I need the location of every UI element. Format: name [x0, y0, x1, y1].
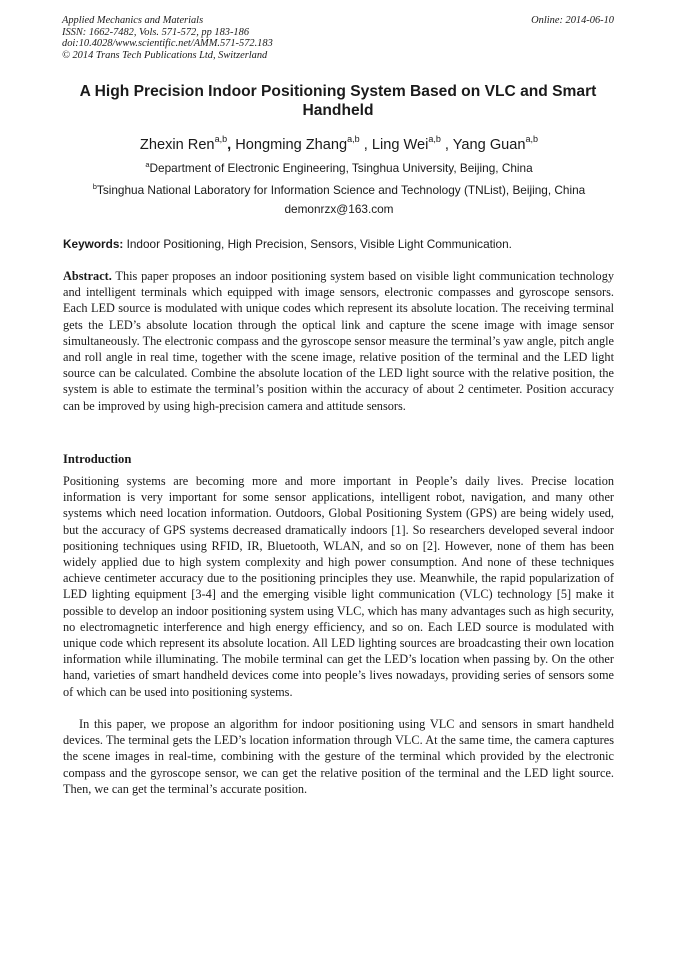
online-date: Online: 2014-06-10 [531, 15, 614, 26]
abstract [63, 268, 614, 414]
author-affiliation-mark: a,b [347, 134, 360, 144]
keywords [63, 236, 618, 252]
affiliation-text: Tsinghua National Laboratory for Information Science and Technology (TNList), Beijing, China [96, 182, 586, 197]
author-list [40, 130, 638, 155]
copyright-line: © 2014 Trans Tech Publications Ltd, Switzerland [62, 49, 268, 61]
affiliation-mark: a [145, 160, 150, 169]
abstract-text: This paper proposes an indoor positioning system based on visible light communication technology and intelligent terminals which equipped with image sensors, electronic compasses and gyroscope sensors. Each LED source is modulated with unique codes which represent its absolute location. The receiving terminal gets the LED’s absolute location through the optical link and capture the scene image with image sensor simultaneously. The electronic compass and the gyroscope sensor measure the terminal’s yaw angle, pitch angle and roll angle in real time, together with the scene image, relative position of the terminal and the LED light source can be calculated. Combine the absolute location of the LED light source with the relative position, the system is able to estimate the terminal’s position within the accuracy of about 2 centimeter. Position accuracy can be improved by using high-precision camera and attitude sensors. [63, 269, 614, 413]
affiliation-b [30, 179, 648, 198]
author-affiliation-mark: a,b [428, 134, 441, 144]
author-name: Yang Guan [452, 136, 526, 153]
journal-header [62, 15, 273, 61]
author-separator: , [359, 136, 372, 153]
author-email: demonrzx@163.com [284, 202, 394, 216]
author-affiliation-mark: a,b [214, 134, 228, 144]
author-name: Hongming Zhang [235, 136, 348, 153]
paper-title: A High Precision Indoor Positioning System Based on VLC and Smart Handheld [79, 83, 597, 119]
author-name: Ling Wei [371, 136, 429, 153]
author-affiliation-mark: a,b [525, 134, 539, 144]
author-separator: , [440, 136, 453, 153]
affiliation-a [30, 157, 648, 176]
author-name: Zhexin Ren [139, 136, 215, 153]
issn-line: ISSN: 1662-7482, Vols. 571-572, pp 183-186 [62, 26, 250, 38]
affiliation-mark: b [92, 182, 97, 191]
doi-line: doi:10.4028/www.scientific.net/AMM.571-572.183 [62, 38, 273, 50]
section-heading-introduction: Introduction [63, 452, 132, 466]
journal-name: Applied Mechanics and Materials [62, 15, 204, 26]
keywords-text: Indoor Positioning, High Precision, Sensors, Visible Light Communication. [123, 237, 512, 251]
keywords-label: Keywords: [63, 237, 124, 251]
author-separator: , [227, 136, 236, 153]
introduction-paragraph: Positioning systems are becoming more and more important in People’s daily lives. Precise location information is very important for some sensor applications, intelligent robot, navigation, and many other systems which need location information. Outdoors, Global Positioning System (GPS) are being widely used, but the accuracy of GPS systems decreased dramatically indoors [1]. So researchers developed several indoor positioning techniques using RFID, IR, Bluetooth, WLAN, and so on [2]. However, none of them has been widely applied due to high system complexity and high power consumption. And none of these techniques achieve centimeter accuracy due to the positioning principles they use. Meanwhile, the rapid popularization of LED lighting equipment [3-4] and the emerging visible light communication (VLC) technology [5] make it possible to develop an indoor positioning system using VLC, which has many advantages such as high security, no electromagnetic interference and high energy efficiency, and so on. Each LED source is modulated with unique code which represent its absolute location. All LED lighting sources are broadcasting their own location information while illuminating. The mobile terminal can get the LED’s location when passing by. On the other hand, varieties of smart handheld devices come into people’s lives nowadays, providing series of sensors some of which can be used into positioning systems. [63, 474, 614, 699]
abstract-label: Abstract. [63, 269, 112, 283]
introduction-paragraph: In this paper, we propose an algorithm for indoor positioning using VLC and sensors in smart handheld devices. The terminal gets the LED’s location information through VLC. At the same time, the camera captures the scene images in real-time, combining with the gesture of the terminal which provided by the electronic compass and the gyroscope sensor, we can get the relative position of the terminal and the LED light source. Then, we can get the terminal’s accurate position. [63, 717, 614, 796]
affiliation-text: Department of Electronic Engineering, Tsinghua University, Beijing, China [149, 160, 533, 175]
